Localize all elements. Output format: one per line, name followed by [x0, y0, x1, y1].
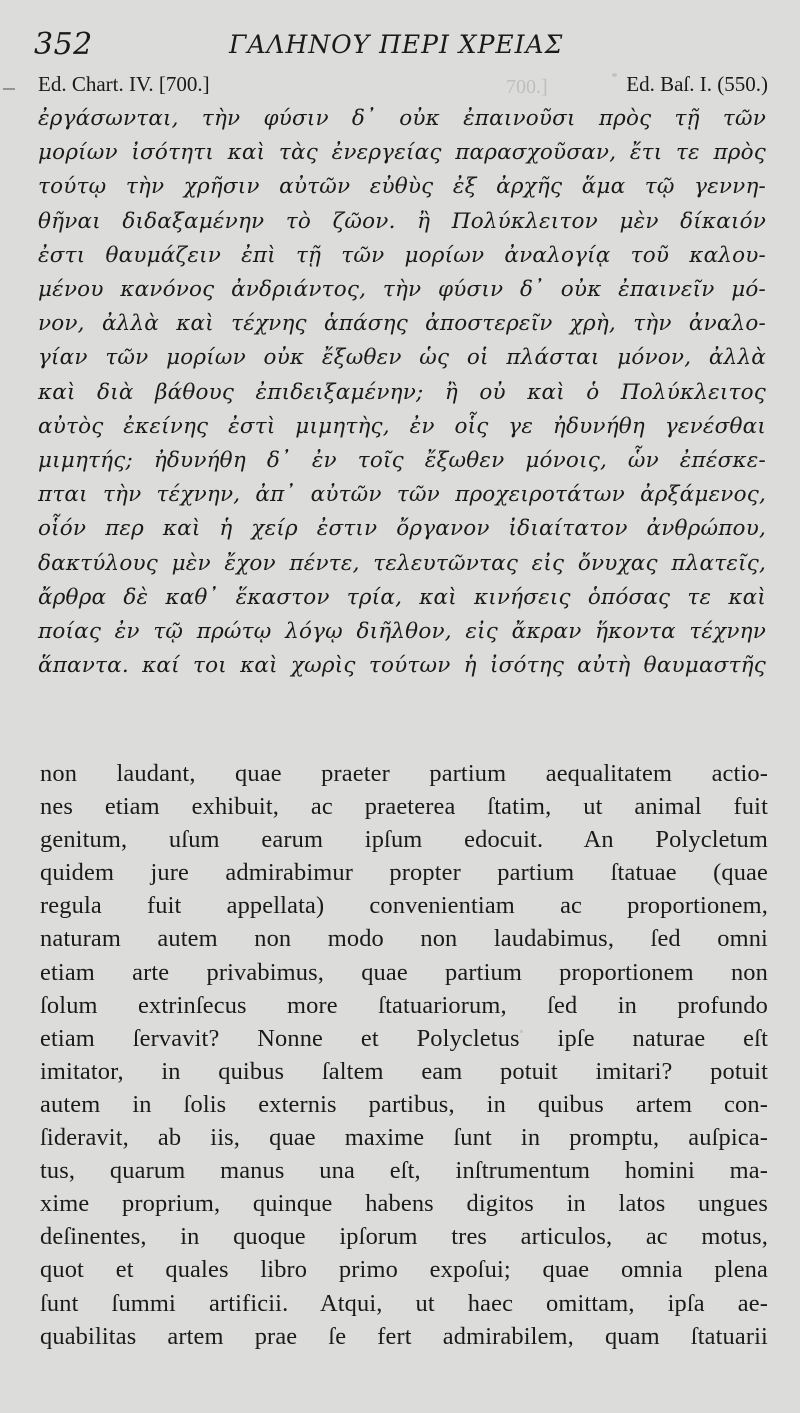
greek-text-line: γίαν τῶν μορίων οὐκ ἔξωθεν ὡς οἱ πλάσται μόνον, ἀλλὰ: [38, 345, 766, 371]
greek-text-line: μιμητής; ἠδυνήθη δ᾽ ἐν τοῖς ἔξωθεν μόνοις, ὧν ἐπέσκε-: [38, 448, 766, 474]
margin-mark: [3, 88, 15, 90]
greek-text-line: δακτύλους μὲν ἔχον πέντε, τελευτῶντας εἰς ὄνυχας πλατεῖς,: [38, 550, 766, 576]
greek-text-line: τούτῳ τὴν χρῆσιν αὐτῶν εὐθὺς ἐξ ἀρχῆς ἅμα τῷ γεννη-: [38, 174, 766, 200]
latin-text-line: imitator, in quibus ſaltem eam potuit imitari? potuit: [40, 1057, 768, 1085]
latin-text-line: ſolum extrinſecus more ſtatuariorum, ſed in profundo: [40, 991, 768, 1019]
latin-text-line: xime proprium, quinque habens digitos in latos ungues: [40, 1190, 768, 1218]
latin-text-line: autem in ſolis externis partibus, in quibus artem con-: [40, 1090, 768, 1118]
bleedthrough-mark: 700.]: [506, 76, 548, 98]
running-title: ΓΑΛΗΝΟΥ ΠΕΡΙ ΧΡΕΙΑΣ: [229, 30, 564, 59]
page-number: 352: [34, 27, 93, 62]
latin-text-line: ſunt ſummi artificii. Atqui, ut haec omittam, ipſa ae-: [40, 1289, 768, 1317]
edition-reference-line: [38, 70, 768, 100]
latin-text-line: etiam arte privabimus, quae partium proportionem non: [40, 958, 768, 986]
greek-text-line: θῆναι διδαξαμένην τὸ ζῶον. ἢ Πολύκλειτον μὲν δίκαιόν: [38, 208, 766, 234]
latin-text-line: non laudant, quae praeter partium aequalitatem actio-: [40, 760, 768, 787]
page-header: [34, 28, 769, 64]
latin-text-line: genitum, uſum earum ipſum edocuit. An Polycletum: [40, 826, 768, 854]
greek-text-line: καὶ διὰ βάθους ἐπιδειξαμένην; ἢ οὐ καὶ ὁ Πολύκλειτος: [38, 379, 766, 405]
greek-text-line: ἐργάσωνται, τὴν φύσιν δ᾽ οὐκ ἐπαινοῦσι πρὸς τῇ τῶν: [38, 106, 766, 131]
latin-text-line: quot et quales libro primo expoſui; quae omnia plena: [40, 1256, 768, 1284]
latin-text-line: nes etiam exhibuit, ac praeterea ſtatim, ut animal fuit: [40, 793, 768, 821]
latin-text-line: deſinentes, in quoque ipſorum tres articulos, ac motus,: [40, 1223, 768, 1251]
latin-text-line: tus, quarum manus una eſt, inſtrumentum homini ma-: [40, 1157, 768, 1185]
edition-basel-reference: Ed. Baſ. I. (550.): [626, 72, 768, 96]
latin-text-line: quabilitas artem prae ſe fert admirabilem, quam ſtatuarii: [40, 1322, 768, 1350]
greek-text-line: ἅπαντα. καί τοι καὶ χωρὶς τούτων ἡ ἰσότης αὐτὴ θαυμαστῆς: [38, 653, 766, 679]
greek-text-block: [38, 102, 773, 683]
latin-text-line: ſideravit, ab iis, quae maxime ſunt in promptu, auſpica-: [40, 1124, 768, 1152]
latin-text-line: quidem jure admirabimur propter partium ſtatuae (quae: [40, 859, 768, 887]
latin-text-line: etiam ſervavit? Nonne et Polycletus ipſe naturae eſt: [40, 1024, 768, 1052]
latin-text-line: regula fuit appellata) convenientiam ac proportionem,: [40, 892, 768, 920]
greek-text-line: ἐστι θαυμάζειν ἐπὶ τῇ τῶν μορίων ἀναλογίᾳ τοῦ καλου-: [38, 242, 766, 268]
edition-chart-reference: Ed. Chart. IV. [700.]: [38, 72, 210, 96]
greek-text-line: οἷόν περ καὶ ἡ χείρ ἐστιν ὄργανον ἰδιαίτατον ἀνθρώπου,: [38, 516, 766, 542]
greek-text-line: ἄρθρα δὲ καθ᾽ ἕκαστον τρία, καὶ κινήσεις ὁπόσας τε καὶ: [38, 584, 766, 610]
greek-text-line: νον, ἀλλὰ καὶ τέχνης ἁπάσης ἀποστερεῖν χρὴ, τὴν ἀναλο-: [38, 311, 766, 337]
greek-text-line: ποίας ἐν τῷ πρώτῳ λόγῳ διῆλθον, εἰς ἄκραν ἥκοντα τέχνην: [38, 619, 766, 645]
greek-text-line: αὐτὸς ἐκείνης ἐστὶ μιμητὴς, ἐν οἷς γε ἠδυνήθη γενέσθαι: [38, 413, 766, 439]
greek-text-line: μορίων ἰσότητι καὶ τὰς ἐνεργείας παρασχοῦσαν, ἔτι τε πρὸς: [38, 140, 766, 166]
greek-text-line: μένου κανόνος ἀνδριάντος, τὴν φύσιν δ᾽ οὐκ ἐπαινεῖν μό-: [38, 277, 766, 303]
latin-text-line: naturam autem non modo non laudabimus, ſed omni: [40, 925, 768, 953]
greek-text-line: πται τὴν τέχνην, ἀπ᾽ αὐτῶν τῶν προχειροτάτων ἀρξάμενος,: [38, 482, 766, 508]
latin-text-block: [40, 757, 770, 1353]
